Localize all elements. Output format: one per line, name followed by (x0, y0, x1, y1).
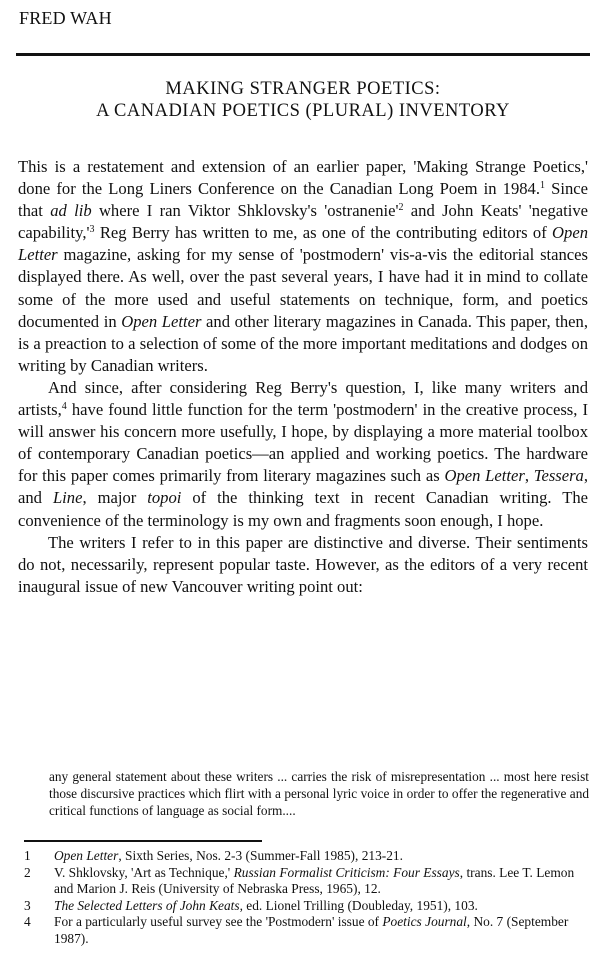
text-run: V. Shklovsky, 'Art as Technique,' (54, 864, 234, 880)
title-line-1: MAKING STRANGER POETICS: (165, 79, 441, 99)
footnote (24, 914, 590, 947)
footnote-number: 2 (24, 864, 31, 880)
header-rule (16, 53, 590, 56)
text-run: , and (18, 466, 589, 508)
footnote-ref: 3 (89, 224, 95, 236)
footnote (24, 848, 590, 865)
text-run: , trans. Lee T. Lemon and Marion J. Reis (University of Nebraska Press, 1965), 12. (54, 864, 575, 897)
italic-text: topoi (147, 488, 182, 508)
text-run: Reg Berry has written to me, as one of the contributing editors of (94, 223, 553, 243)
text-run: where I ran Viktor Shklovsky's 'ostranenie' (91, 201, 399, 221)
italic-text: Open Letter (54, 848, 119, 863)
footnote-ref: 4 (61, 401, 67, 413)
italic-text: Line (52, 488, 83, 508)
body-text (18, 156, 588, 598)
footnote (24, 898, 590, 915)
article-title (16, 78, 590, 122)
text-run: And since, after considering Reg Berry's question, I, like many writers and artists, (18, 377, 588, 420)
text-run: and other literary magazines in Canada. This paper, then, is a preaction to a selection of some of the more important meditations and dodges on writing by Canadian writers. (18, 311, 588, 375)
italic-text: Poetics Journal (382, 914, 467, 930)
footnote-text (54, 848, 590, 865)
text-run: of the thinking text in recent Canadian writing. The convenience of the terminology is my own and fragments soon enough, I hope. (18, 488, 589, 530)
paragraph (18, 532, 588, 598)
italic-text: Tessera (533, 466, 584, 486)
text-run: magazine, asking for my sense of 'postmodern' vis-a-vis the editorial stances displayed there. As well, over the past several years, I have had it in mind to collate some of the more used and useful statements on technique, form, and poetics documented in (18, 245, 588, 331)
text-run: , No. 7 (September 1987). (54, 914, 569, 946)
footnote-text (54, 898, 590, 915)
footnotes (24, 848, 590, 948)
title-line-2: A CANADIAN POETICS (PLURAL) INVENTORY (96, 101, 510, 121)
running-head: FRED WAH (19, 8, 112, 28)
text-run: For a particularly useful survey see the 'Postmodern' issue of (54, 914, 383, 930)
text-run: have found little function for the term 'postmodern' in the creative process, I will answer his concern more usefully, I hope, by displaying a more material toolbox of contemporary Canadian poetics—an applied and working poetics. The hardware for this paper comes primarily from literary magazines such as (18, 400, 588, 486)
text-run: , ed. Lionel Trilling (Doubleday, 1951), 103. (239, 897, 478, 913)
footnote-number: 3 (24, 897, 31, 913)
footnote-ref: 2 (398, 202, 404, 214)
paragraph (18, 156, 588, 377)
text-run: This is a restatement and extension of an earlier paper, 'Making Strange Poetics,' done for the Long Liners Conference on the Canadian Long Poem in 1984. (18, 157, 588, 199)
italic-text: The Selected Letters of John Keats (54, 897, 240, 913)
footnote-number: 1 (24, 848, 31, 863)
italic-text: ad lib (50, 201, 92, 221)
text-run: Since that (18, 179, 589, 221)
text-run: The writers I refer to in this paper are distinctive and diverse. Their sentiments do not, necessarily, represent popular taste. However, as the editors of a very recent inaugural issue of new Vancouver writing point out: (18, 532, 588, 596)
text-run: , Sixth Series, Nos. 2-3 (Summer-Fall 1985), 213-21. (118, 848, 403, 863)
italic-text: Open Letter (444, 466, 525, 486)
text-run: , (524, 466, 534, 486)
footnote-number: 4 (24, 914, 31, 930)
footnote-text (54, 914, 590, 947)
footnote-rule (24, 840, 262, 842)
block-quote: any general statement about these writers ... carries the risk of misrepresentation ... most here resist those discursive practices which flirt with a personal lyric voice in order to offer the regenerative and critical functions of language as social form.... (49, 769, 589, 818)
footnote (24, 865, 590, 898)
italic-text: Open Letter (18, 223, 588, 265)
italic-text: Russian Formalist Criticism: Four Essays (233, 864, 460, 880)
text-run: , major (82, 488, 148, 508)
text-run: and John Keats' 'negative capability,' (18, 201, 589, 243)
footnote-ref: 1 (540, 180, 545, 192)
paragraph (18, 377, 588, 532)
footnote-text (54, 865, 590, 898)
italic-text: Open Letter (121, 311, 202, 331)
